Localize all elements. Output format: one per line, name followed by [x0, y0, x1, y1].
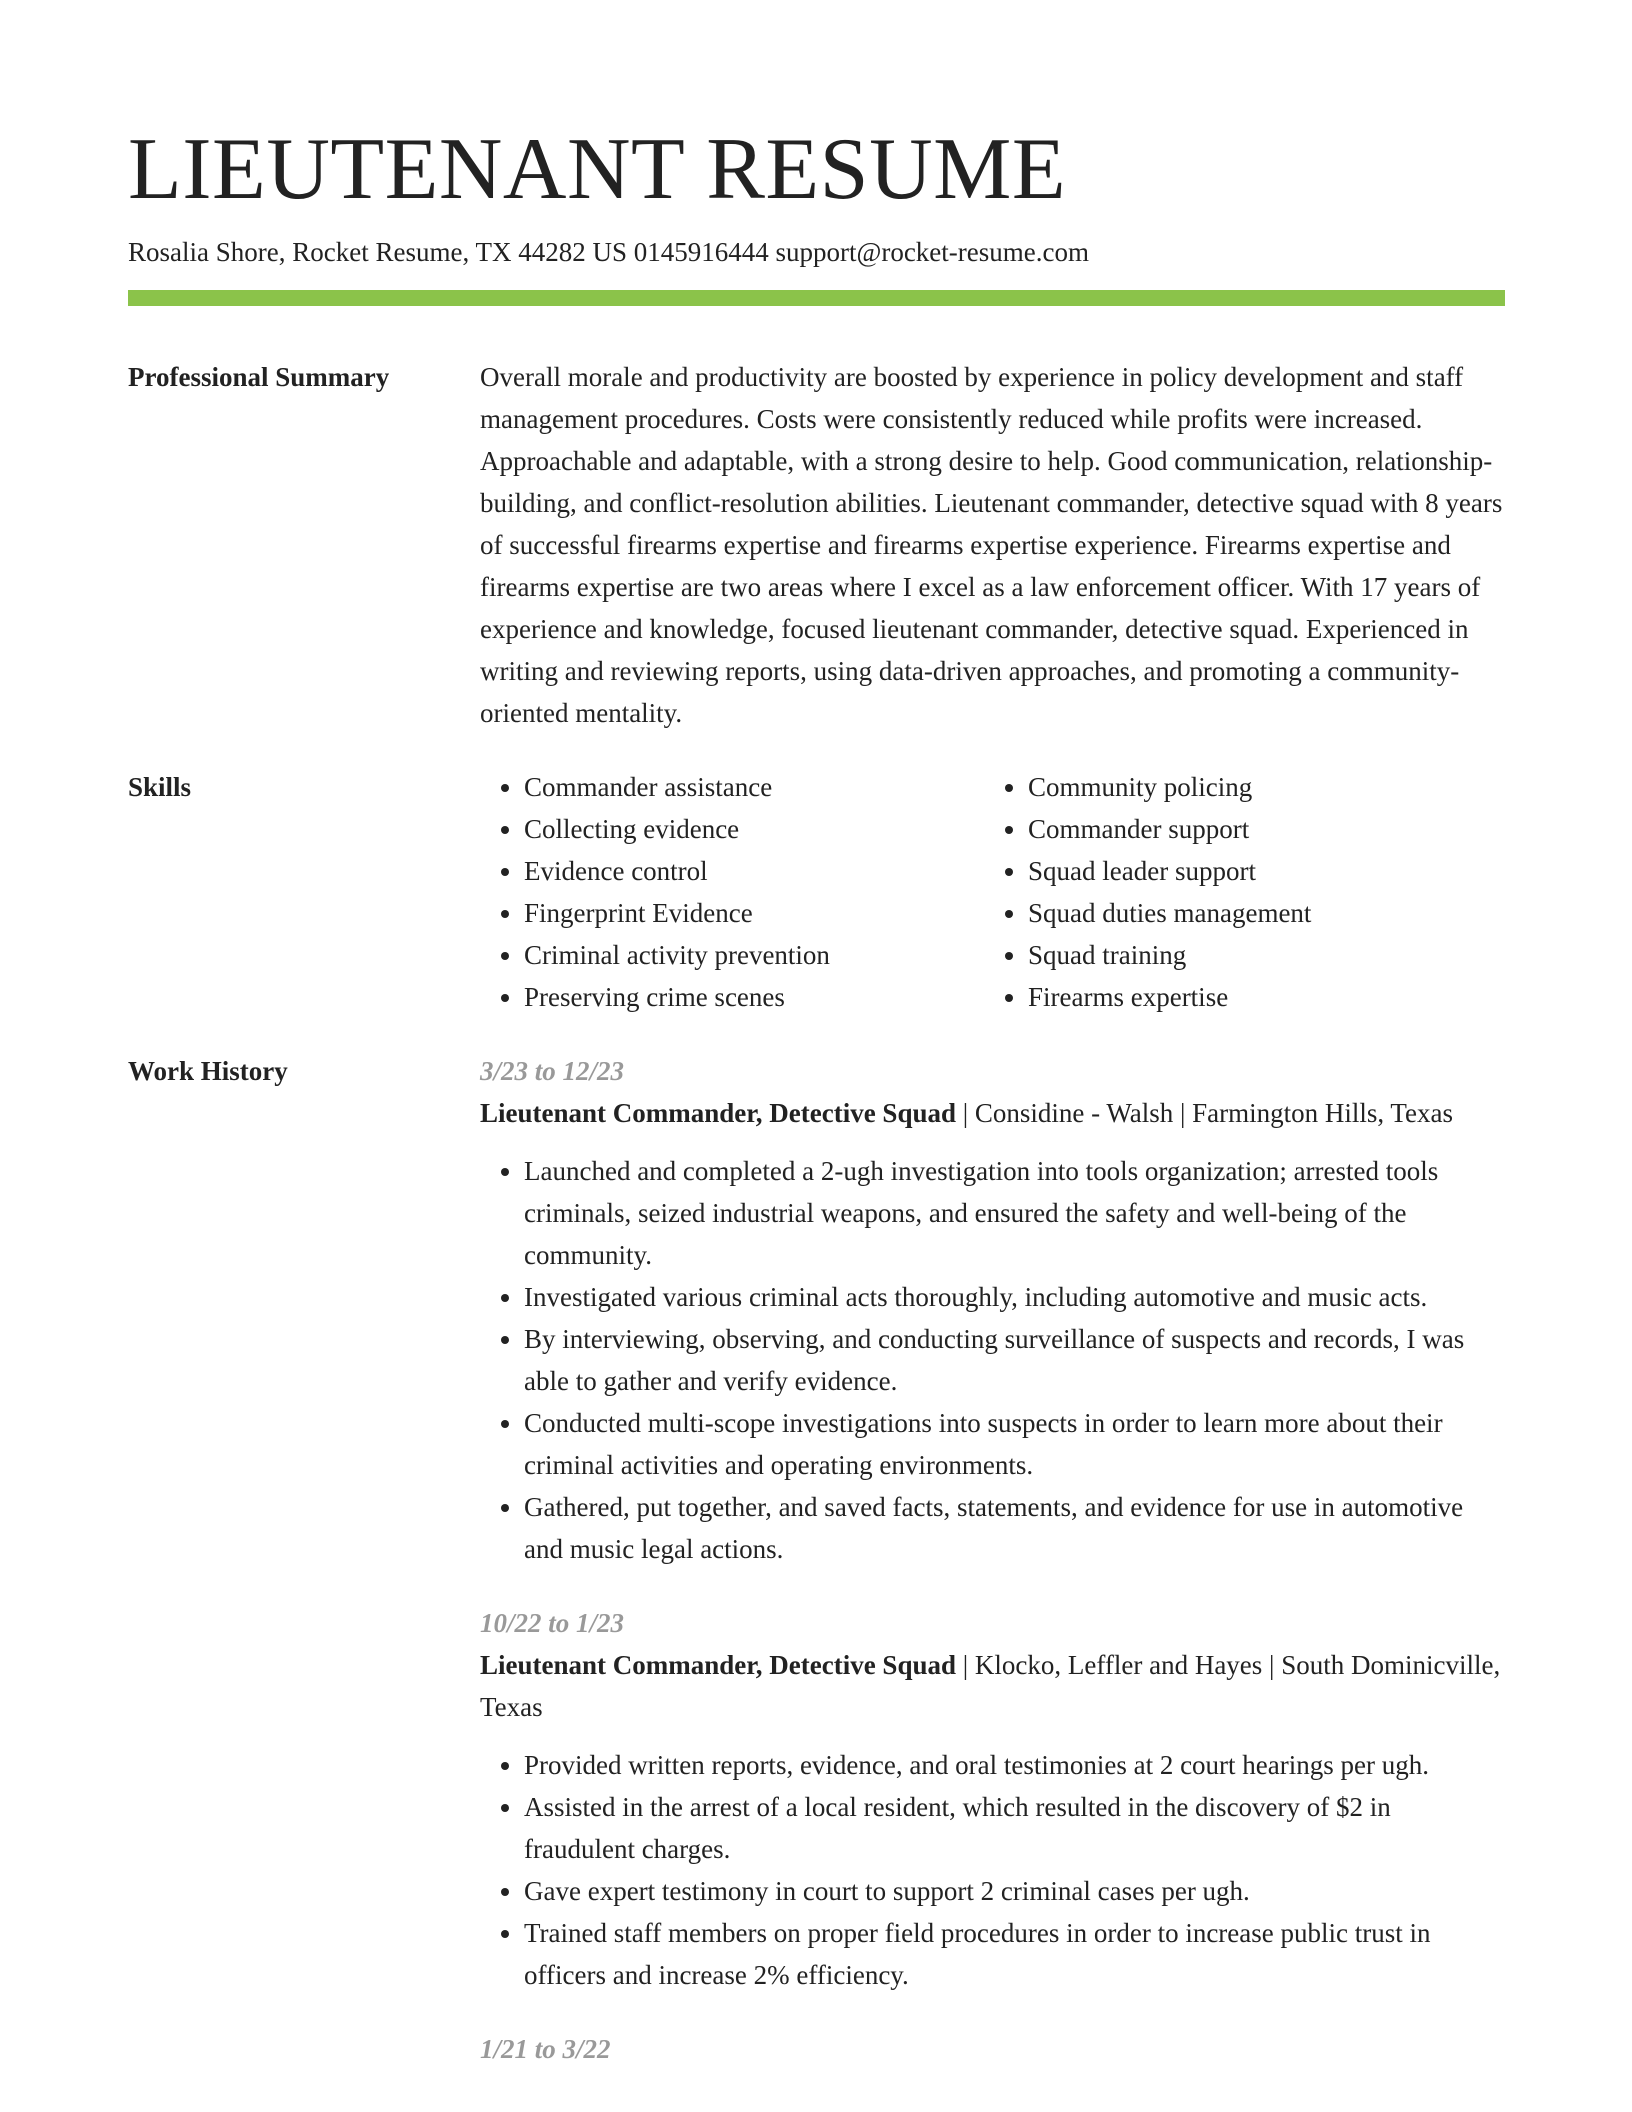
skill-item: • Commander assistance: [524, 766, 984, 808]
job-bullet: • Conducted multi-scope investigations into suspects in order to learn more about their criminal activities and operating environments.: [524, 1402, 1505, 1486]
skill-item: • Criminal activity prevention: [524, 934, 984, 976]
job-dates: 10/22 to 1/23: [480, 1608, 625, 1638]
job-entry: [480, 1050, 1505, 1570]
skills-list-right: [984, 766, 1488, 1018]
job-bullets: [480, 1150, 1505, 1570]
skill-item: • Squad training: [1028, 934, 1488, 976]
skills-heading: Skills: [128, 772, 192, 802]
header-divider: [128, 290, 1505, 306]
skills-list-left: [480, 766, 984, 1018]
skills-section: [128, 766, 1505, 1018]
job-bullet: • Gave expert testimony in court to support 2 criminal cases per ugh.: [524, 1870, 1505, 1912]
job-bullet: • Gathered, put together, and saved facts, statements, and evidence for use in automotive and music legal actions.: [524, 1486, 1505, 1570]
job-entry: [480, 1602, 1505, 1996]
work-history-body: [480, 1050, 1505, 2102]
job-title: Lieutenant Commander, Detective Squad: [480, 1098, 956, 1128]
summary-text: Overall morale and productivity are boosted by experience in policy development and staff management procedures. Costs were consistently reduced while profits were increased. Approachable and adaptable, with a strong desire to help. Good communication, relationship-building, and conflict-resolution abilities. Lieutenant commander, detective squad with 8 years of successful firearms expertise and firearms expertise experience. Firearms expertise and firearms expertise are two areas where I excel as a law enforcement officer. With 17 years of experience and knowledge, focused lieutenant commander, detective squad. Experienced in writing and reviewing reports, using data-driven approaches, and promoting a community-oriented mentality.: [480, 362, 1503, 728]
job-dates: 3/23 to 12/23: [480, 1056, 625, 1086]
job-header: [480, 1092, 1505, 1134]
skill-item: • Collecting evidence: [524, 808, 984, 850]
resume-title: LIEUTENANT RESUME: [128, 121, 1067, 218]
job-details: | Considine - Walsh | Farmington Hills, Texas: [956, 1098, 1453, 1128]
job-entry: [480, 2028, 1505, 2070]
job-bullet: • Assisted in the arrest of a local resident, which resulted in the discovery of $2 in fraudulent charges.: [524, 1786, 1505, 1870]
work-history-heading: Work History: [128, 1056, 288, 1086]
job-bullet: • Investigated various criminal acts thoroughly, including automotive and music acts.: [524, 1276, 1505, 1318]
skill-item: • Firearms expertise: [1028, 976, 1488, 1018]
job-dates: 1/21 to 3/22: [480, 2034, 611, 2064]
skill-item: • Preserving crime scenes: [524, 976, 984, 1018]
job-bullet: • Provided written reports, evidence, and oral testimonies at 2 court hearings per ugh.: [524, 1744, 1505, 1786]
job-title: Lieutenant Commander, Detective Squad: [480, 1650, 956, 1680]
skill-item: • Fingerprint Evidence: [524, 892, 984, 934]
summary-heading: Professional Summary: [128, 362, 390, 392]
job-bullet: • Launched and completed a 2-ugh investigation into tools organization; arrested tools criminals, seized industrial weapons, and ensured the safety and well-being of the community.: [524, 1150, 1505, 1276]
skill-item: • Squad duties management: [1028, 892, 1488, 934]
job-header: [480, 1644, 1505, 1728]
summary-section: [128, 356, 1505, 734]
job-bullets: [480, 1744, 1505, 1996]
skills-columns: [480, 766, 1505, 1018]
skill-item: • Squad leader support: [1028, 850, 1488, 892]
skill-item: • Evidence control: [524, 850, 984, 892]
work-history-section: [128, 1050, 1505, 2102]
skill-item: • Commander support: [1028, 808, 1488, 850]
contact-line: Rosalia Shore, Rocket Resume, TX 44282 US 0145916444 support@rocket-resume.com: [128, 237, 1089, 267]
skill-item: • Community policing: [1028, 766, 1488, 808]
job-bullet: • Trained staff members on proper field procedures in order to increase public trust in officers and increase 2% efficiency.: [524, 1912, 1505, 1996]
job-bullet: • By interviewing, observing, and conducting surveillance of suspects and records, I was able to gather and verify evidence.: [524, 1318, 1505, 1402]
job-details: | Klocko, Leffler and Hayes | South Dominicville, Texas: [480, 1650, 1501, 1722]
